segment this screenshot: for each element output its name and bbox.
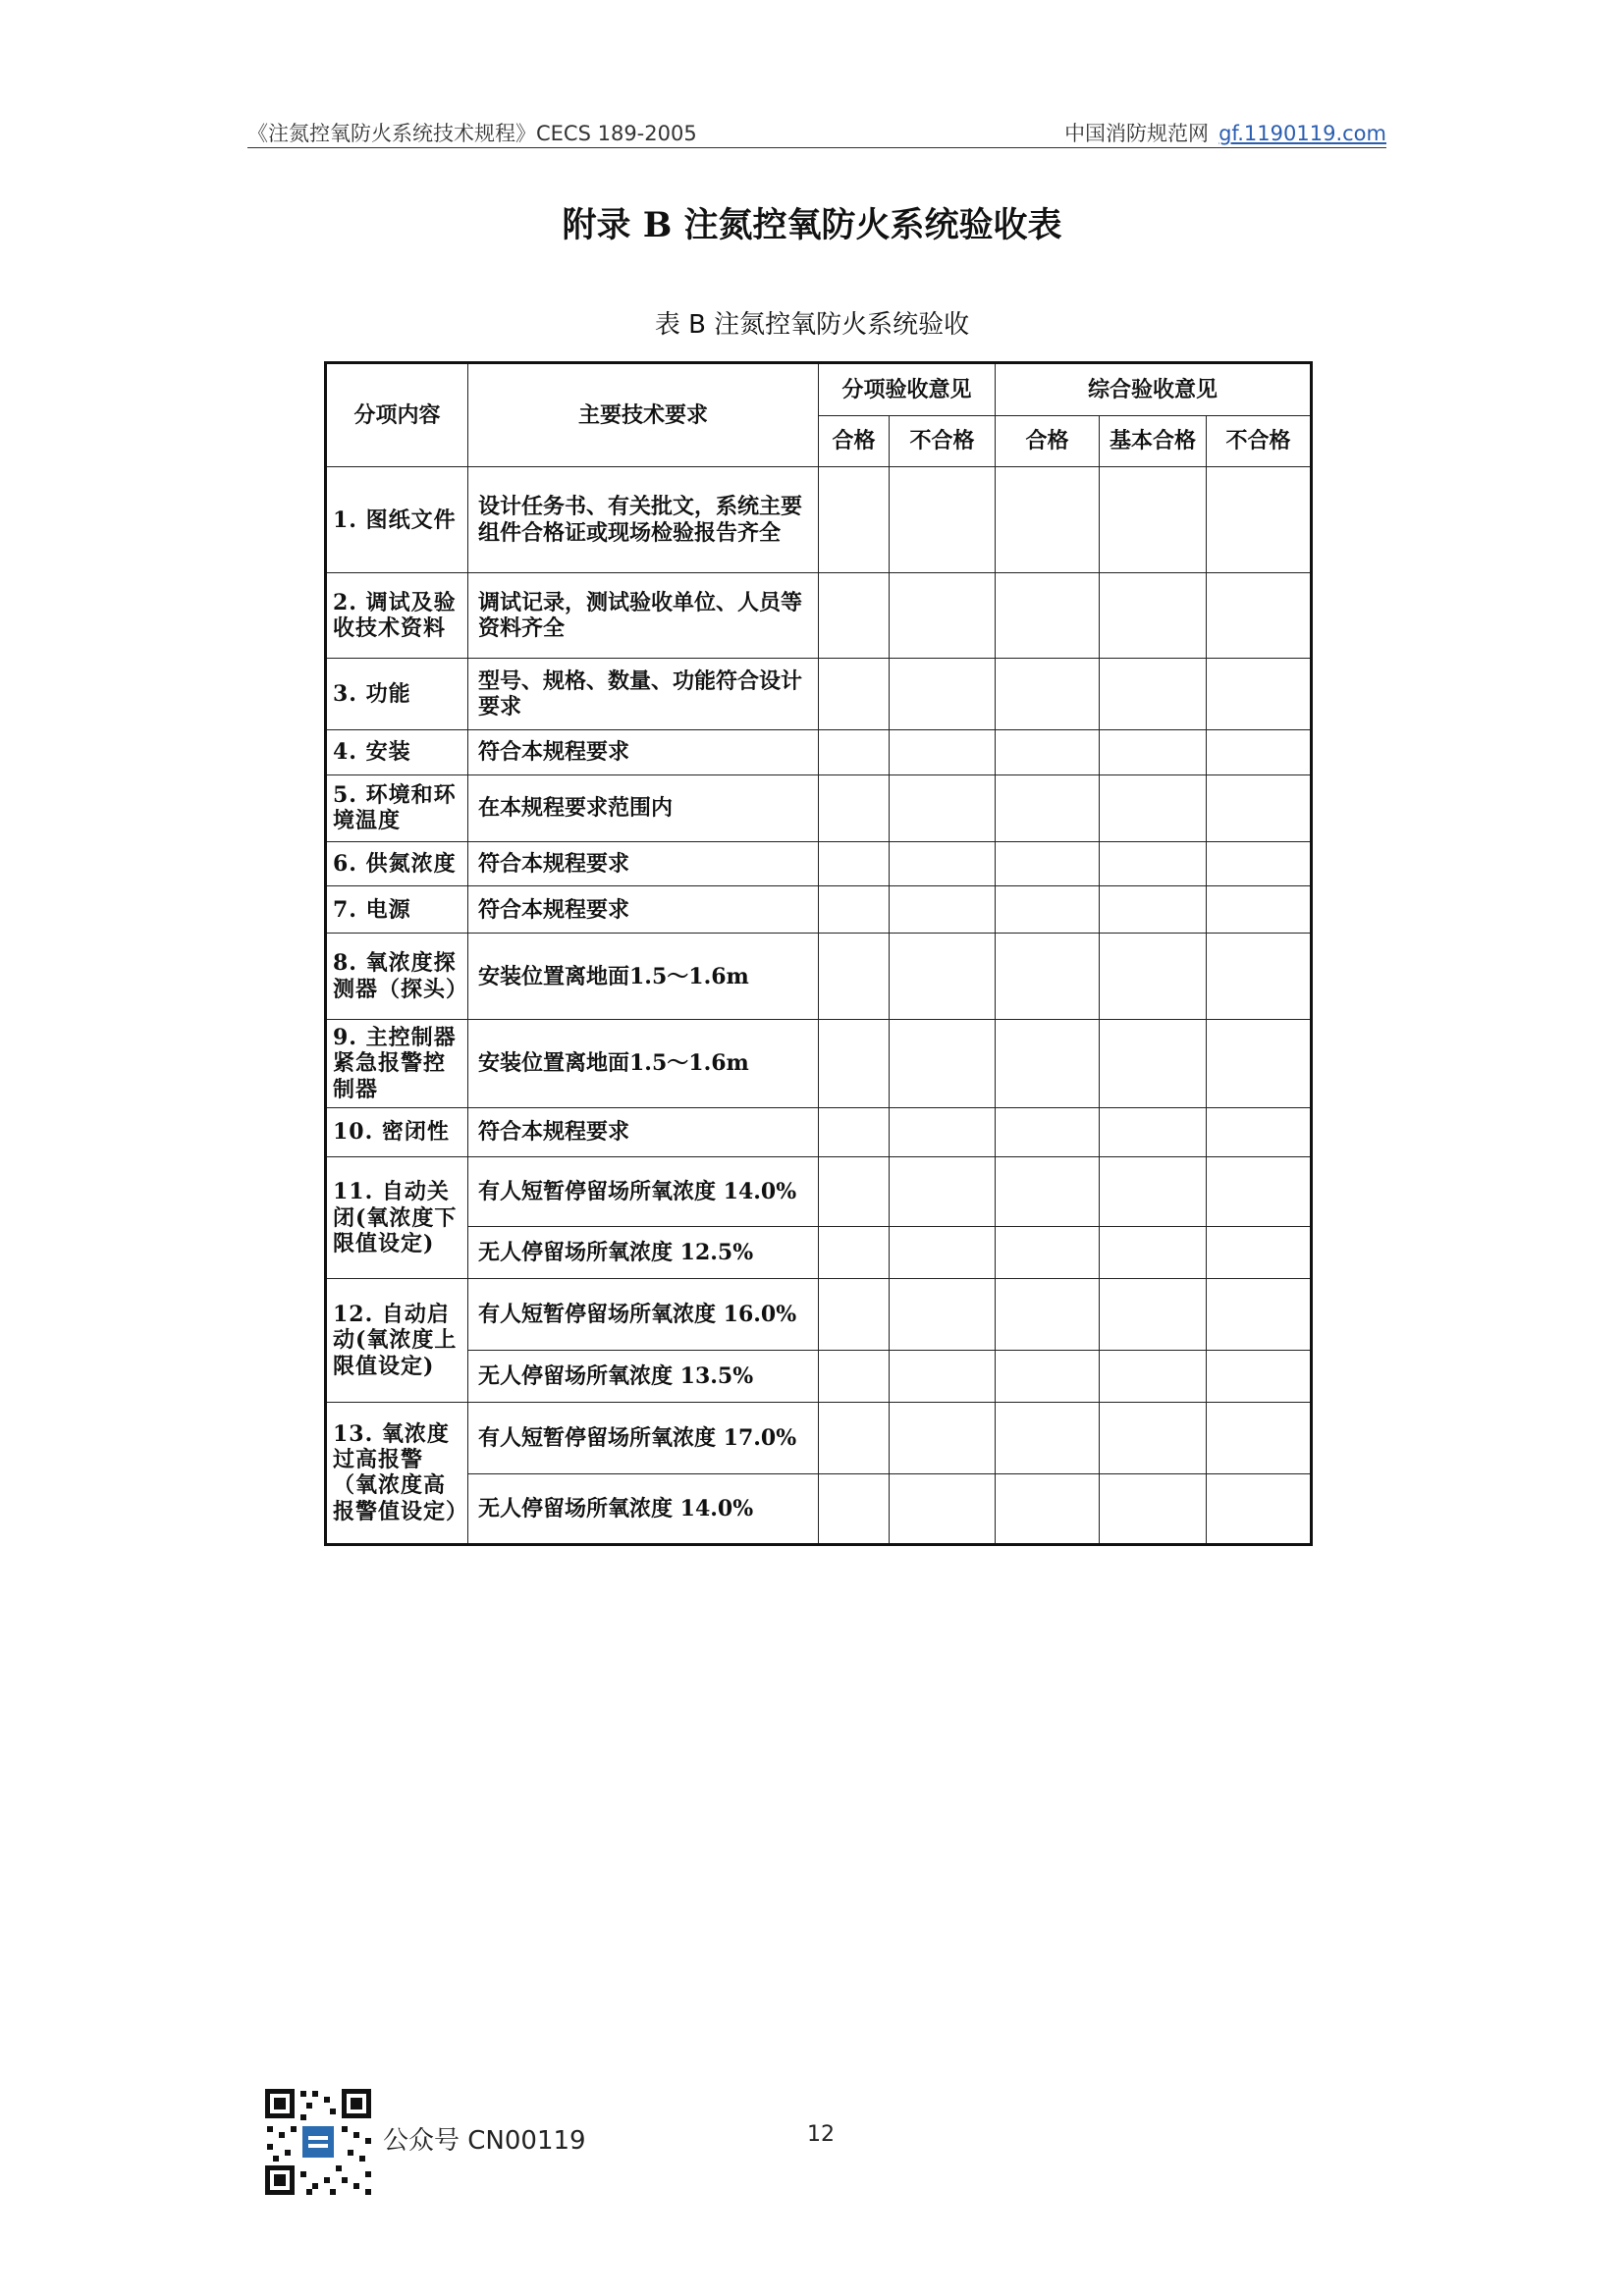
- check-cell[interactable]: [890, 1020, 996, 1107]
- check-cell[interactable]: [996, 1157, 1100, 1227]
- row-requirement: 符合本规程要求: [468, 886, 819, 934]
- row-item: 5. 环境和环境温度: [326, 774, 468, 841]
- table-row: [326, 1227, 1312, 1279]
- check-cell[interactable]: [819, 1107, 890, 1157]
- check-cell[interactable]: [890, 1157, 996, 1227]
- check-cell[interactable]: [996, 1279, 1100, 1351]
- check-cell[interactable]: [890, 1473, 996, 1544]
- check-cell[interactable]: [1207, 1227, 1312, 1279]
- check-cell[interactable]: [1207, 841, 1312, 886]
- check-cell[interactable]: [996, 730, 1100, 775]
- table-row: [326, 1107, 1312, 1157]
- check-cell[interactable]: [890, 730, 996, 775]
- row-requirement: 有人短暂停留场所氧浓度 17.0%: [468, 1402, 819, 1473]
- check-cell[interactable]: [1100, 1351, 1207, 1403]
- row-item: 3. 功能: [326, 659, 468, 730]
- check-cell[interactable]: [819, 934, 890, 1020]
- row-requirement: 无人停留场所氧浓度 14.0%: [468, 1473, 819, 1544]
- check-cell[interactable]: [1207, 774, 1312, 841]
- check-cell[interactable]: [1100, 1020, 1207, 1107]
- check-cell[interactable]: [1207, 1402, 1312, 1473]
- check-cell[interactable]: [890, 886, 996, 934]
- check-cell[interactable]: [1100, 934, 1207, 1020]
- check-cell[interactable]: [890, 1107, 996, 1157]
- check-cell[interactable]: [996, 1351, 1100, 1403]
- table-row: [326, 730, 1312, 775]
- row-requirement: 无人停留场所氧浓度 12.5%: [468, 1227, 819, 1279]
- check-cell[interactable]: [1100, 573, 1207, 659]
- check-cell[interactable]: [1207, 659, 1312, 730]
- check-cell[interactable]: [819, 1227, 890, 1279]
- row-requirement: 符合本规程要求: [468, 841, 819, 886]
- check-cell[interactable]: [1207, 1020, 1312, 1107]
- table-row: [326, 841, 1312, 886]
- check-cell[interactable]: [890, 1279, 996, 1351]
- check-cell[interactable]: [996, 1402, 1100, 1473]
- row-item: 7. 电源: [326, 886, 468, 934]
- check-cell[interactable]: [996, 1473, 1100, 1544]
- row-item: 6. 供氮浓度: [326, 841, 468, 886]
- header-requirement: 主要技术要求: [468, 363, 819, 467]
- check-cell[interactable]: [996, 841, 1100, 886]
- check-cell[interactable]: [890, 1227, 996, 1279]
- check-cell[interactable]: [1207, 886, 1312, 934]
- table-row: [326, 1351, 1312, 1403]
- check-cell[interactable]: [819, 1157, 890, 1227]
- check-cell[interactable]: [996, 886, 1100, 934]
- check-cell[interactable]: [819, 659, 890, 730]
- check-cell[interactable]: [1100, 774, 1207, 841]
- header-sub-fail: 不合格: [890, 415, 996, 467]
- check-cell[interactable]: [819, 1020, 890, 1107]
- check-cell[interactable]: [1100, 1157, 1207, 1227]
- table-row: [326, 1402, 1312, 1473]
- check-cell[interactable]: [1207, 1351, 1312, 1403]
- check-cell[interactable]: [1100, 1473, 1207, 1544]
- row-requirement: 有人短暂停留场所氧浓度 16.0%: [468, 1279, 819, 1351]
- check-cell[interactable]: [890, 934, 996, 1020]
- check-cell[interactable]: [890, 659, 996, 730]
- row-requirement: 符合本规程要求: [468, 1107, 819, 1157]
- page-header: [247, 116, 1386, 148]
- check-cell[interactable]: [996, 659, 1100, 730]
- check-cell[interactable]: [819, 1473, 890, 1544]
- table-row: [326, 573, 1312, 659]
- check-cell[interactable]: [1207, 1279, 1312, 1351]
- check-cell[interactable]: [1207, 730, 1312, 775]
- row-requirement: 符合本规程要求: [468, 730, 819, 775]
- header-sub-pass: 合格: [819, 415, 890, 467]
- row-item: 9. 主控制器紧急报警控制器: [326, 1020, 468, 1107]
- check-cell[interactable]: [890, 774, 996, 841]
- check-cell[interactable]: [890, 841, 996, 886]
- check-cell[interactable]: [890, 467, 996, 573]
- check-cell[interactable]: [1100, 1227, 1207, 1279]
- header-overall-fail: 不合格: [1207, 415, 1312, 467]
- row-item: 11. 自动关闭(氧浓度下限值设定): [326, 1157, 468, 1279]
- header-sub-opinion: 分项验收意见: [819, 363, 996, 416]
- row-requirement: 无人停留场所氧浓度 13.5%: [468, 1351, 819, 1403]
- check-cell[interactable]: [996, 573, 1100, 659]
- row-item: 1. 图纸文件: [326, 467, 468, 573]
- table-row: [326, 1279, 1312, 1351]
- check-cell[interactable]: [1207, 934, 1312, 1020]
- check-cell[interactable]: [996, 467, 1100, 573]
- row-requirement: 安装位置离地面1.5～1.6m: [468, 934, 819, 1020]
- table-row: [326, 1020, 1312, 1107]
- check-cell[interactable]: [890, 1351, 996, 1403]
- check-cell[interactable]: [996, 934, 1100, 1020]
- check-cell[interactable]: [1100, 730, 1207, 775]
- check-cell[interactable]: [819, 841, 890, 886]
- row-requirement: 安装位置离地面1.5～1.6m: [468, 1020, 819, 1107]
- table-row: [326, 934, 1312, 1020]
- check-cell[interactable]: [996, 1020, 1100, 1107]
- check-cell[interactable]: [819, 467, 890, 573]
- row-requirement: 有人短暂停留场所氧浓度 14.0%: [468, 1157, 819, 1227]
- row-item: 2. 调试及验收技术资料: [326, 573, 468, 659]
- row-item: 13. 氧浓度过高报警（氧浓度高报警值设定）: [326, 1402, 468, 1544]
- site-name: 中国消防规范网: [1064, 122, 1210, 145]
- page-title: 附录 B 注氮控氧防火系统验收表: [562, 205, 1062, 245]
- check-cell[interactable]: [819, 1351, 890, 1403]
- header-overall-basic: 基本合格: [1100, 415, 1207, 467]
- site-credit: [1064, 118, 1386, 147]
- check-cell[interactable]: [1100, 841, 1207, 886]
- check-cell[interactable]: [996, 774, 1100, 841]
- row-item: 10. 密闭性: [326, 1107, 468, 1157]
- site-link[interactable]: gf.1190119.com: [1218, 122, 1386, 145]
- check-cell[interactable]: [1100, 1107, 1207, 1157]
- check-cell[interactable]: [1100, 886, 1207, 934]
- table-caption: 表 B 注氮控氧防火系统验收: [654, 310, 970, 340]
- row-item: 4. 安装: [326, 730, 468, 775]
- page-number: 12: [807, 2122, 835, 2147]
- table-row: [326, 659, 1312, 730]
- check-cell[interactable]: [1207, 1107, 1312, 1157]
- table-row: [326, 774, 1312, 841]
- check-cell[interactable]: [1100, 659, 1207, 730]
- check-cell[interactable]: [1100, 467, 1207, 573]
- check-cell[interactable]: [819, 573, 890, 659]
- wechat-label: 公众号 CN00119: [383, 2126, 586, 2156]
- check-cell[interactable]: [1207, 1473, 1312, 1544]
- check-cell[interactable]: [1100, 1279, 1207, 1351]
- check-cell[interactable]: [819, 1279, 890, 1351]
- table-row: [326, 1157, 1312, 1227]
- row-requirement: 调试记录，测试验收单位、人员等资料齐全: [468, 573, 819, 659]
- table-row: [326, 1473, 1312, 1544]
- check-cell[interactable]: [890, 573, 996, 659]
- check-cell[interactable]: [819, 730, 890, 775]
- table-row: [326, 886, 1312, 934]
- check-cell[interactable]: [1207, 467, 1312, 573]
- header-item: 分项内容: [326, 363, 468, 467]
- doc-title: 《注氮控氧防火系统技术规程》CECS 189-2005: [247, 122, 697, 145]
- row-requirement: 设计任务书、有关批文，系统主要组件合格证或现场检验报告齐全: [468, 467, 819, 573]
- check-cell[interactable]: [819, 886, 890, 934]
- table-row: [326, 467, 1312, 573]
- header-overall-opinion: 综合验收意见: [996, 363, 1312, 416]
- row-requirement: 在本规程要求范围内: [468, 774, 819, 841]
- check-cell[interactable]: [1100, 1402, 1207, 1473]
- row-requirement: 型号、规格、数量、功能符合设计要求: [468, 659, 819, 730]
- check-cell[interactable]: [819, 774, 890, 841]
- check-cell[interactable]: [1207, 1157, 1312, 1227]
- check-cell[interactable]: [819, 1402, 890, 1473]
- qr-code-icon: [263, 2087, 373, 2197]
- check-cell[interactable]: [890, 1402, 996, 1473]
- check-cell[interactable]: [996, 1227, 1100, 1279]
- check-cell[interactable]: [1207, 573, 1312, 659]
- row-item: 8. 氧浓度探测器（探头）: [326, 934, 468, 1020]
- acceptance-table: [324, 361, 1313, 1546]
- header-overall-pass: 合格: [996, 415, 1100, 467]
- row-item: 12. 自动启动(氧浓度上限值设定): [326, 1279, 468, 1403]
- check-cell[interactable]: [996, 1107, 1100, 1157]
